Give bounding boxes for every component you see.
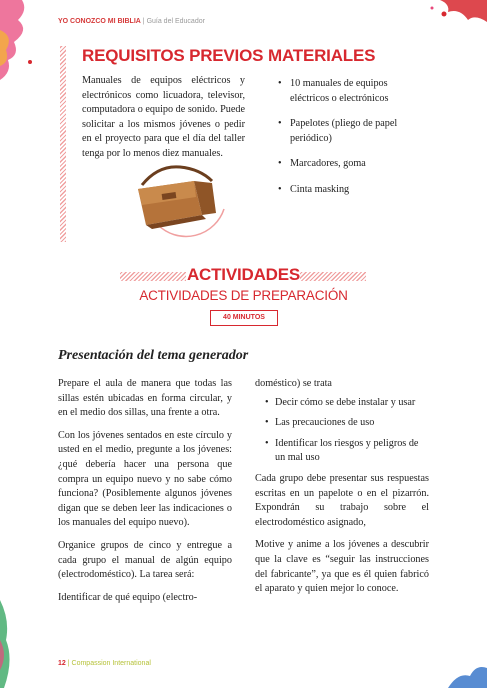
duration-text: 40 MINUTOS: [223, 314, 265, 321]
page-number: 12: [58, 660, 66, 667]
right-column: [255, 377, 429, 597]
paint-splash-bottom-right: [440, 660, 487, 688]
footer-separator: |: [65, 660, 72, 667]
duration-badge: [210, 310, 278, 326]
paragraph: doméstico) se trata: [255, 378, 332, 389]
header-guide: Guía del Educador: [146, 18, 205, 25]
materiales-list: [276, 77, 426, 209]
materiales-item: • Marcadores, goma: [276, 157, 426, 172]
actividades-title: ACTIVIDADES: [186, 265, 301, 284]
section-heading: Presentación del tema generador: [58, 348, 249, 363]
bag-illustration: [128, 163, 228, 245]
actividades-subtitle: ACTIVIDADES DE PREPARACIÓN: [139, 288, 348, 303]
left-column: [58, 377, 232, 605]
materiales-item: • 10 manuales de equipos eléctricos o electrónicos: [276, 77, 426, 106]
footer-org: Compassion International: [71, 660, 151, 667]
paragraph: Con los jóvenes sentados en este círculo y usted en el medio, pregunte a los jóvenes: ¿qué debería hacer una persona que compra un equipo nuevo y no sabe cómo funciona? (Posiblemente algunos jóvenes digan que se deben leer las indicaciones o los manuales del equipo nuevo).: [58, 429, 232, 529]
page-footer: [58, 660, 151, 667]
requisitos-text: Manuales de equipos eléctricos y electrónicos como licuadora, televisor, computadora o equipo de sonido. Puede solicitar a los mismos jóvenes o pedir en el proyecto para que el día del taller tenga por lo menos diez manuales.: [82, 75, 245, 159]
paragraph: Cada grupo debe presentar sus respuestas escritas en un papelote o en el pizarrón. Expondrán su trabajo sobre el electrodoméstico asignado,: [255, 472, 429, 528]
task-item: • Identificar los riesgos y peligros de un mal uso: [255, 437, 429, 466]
requisitos-hatch-bar: [60, 46, 66, 242]
paint-splash-top-right: [420, 0, 487, 30]
paint-splash-bottom-left: [0, 600, 20, 688]
task-list: [255, 396, 429, 466]
task-item: • Las precauciones de uso: [255, 416, 429, 431]
paragraph: Identificar de qué equipo (electro-: [58, 591, 198, 603]
paragraph: Prepare el aula de manera que todas las sillas estén ubicadas en forma circular, y en el medio dos sillas, una frente a otra.: [58, 378, 232, 419]
paragraph: Organice grupos de cinco y entregue a cada grupo el manual de algún equipo (electrodoméstico). La tarea será:: [58, 539, 232, 581]
header-separator: |: [140, 18, 147, 25]
paint-splash-top-left: [0, 0, 40, 90]
header-brand: YO CONOZCO MI BIBLIA: [58, 18, 141, 25]
materiales-title: MATERIALES: [268, 46, 376, 65]
materiales-item: • Cinta masking: [276, 183, 426, 198]
paragraph: Motive y anime a los jóvenes a descubrir que la clave es “seguir las instrucciones del fabricante”, ya que es él quien fabricó el aparato y quien mejor lo conoce.: [255, 539, 429, 595]
running-header: [58, 18, 205, 25]
requisitos-title: REQUISITOS PREVIOS: [82, 46, 264, 65]
task-item: • Decir cómo se debe instalar y usar: [255, 396, 429, 411]
materiales-item: • Papelotes (pliego de papel periódico): [276, 117, 426, 146]
